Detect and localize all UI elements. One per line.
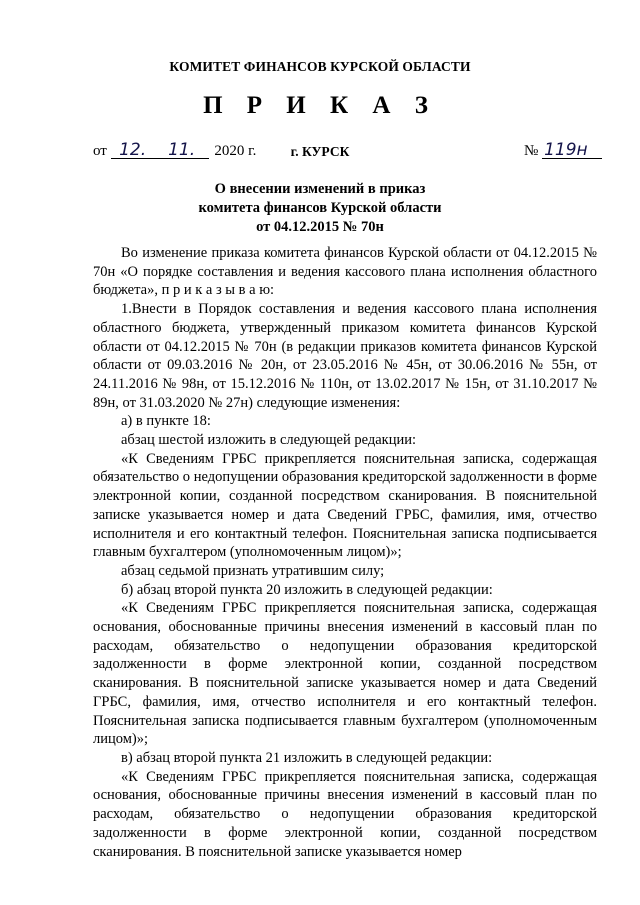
paragraph-abzac-6: абзац шестой изложить в следующей редакции:: [121, 432, 416, 449]
date-day-handwritten: 12.: [111, 142, 155, 159]
date-year: 2020 г.: [214, 143, 257, 159]
document-body: [93, 244, 597, 861]
paragraph-quote-3: «К Сведениям ГРБС прикрепляется пояснительная записка, содержащая основания, обоснованные причины внесения изменений в кассовый план по расходам, обязательство о недопущении образования кредиторской задолженности в форме электронной копии, созданной посредством сканирования. В пояснительной записке указывается номер: [93, 768, 597, 860]
paragraph-quote-1: «К Сведениям ГРБС прикрепляется пояснительная записка, содержащая обязательство о недопущении образования кредиторской задолженности в форме электронной копии, созданной посредством сканирования. В пояснительной записке указывается номер и дата Сведений ГРБС, фамилия, имя, отчество исполнителя и его контактный телефон. Пояснительная записка подписывается главным бухгалтером (уполномоченным лицом)»;: [93, 450, 597, 561]
number-label: №: [524, 143, 539, 159]
subject-block: [0, 180, 640, 237]
organization-title: КОМИТЕТ ФИНАНСОВ КУРСКОЙ ОБЛАСТИ: [169, 59, 471, 74]
document-type-title: П Р И К А З: [203, 92, 437, 119]
paragraph-subitem-b: б) абзац второй пункта 20 изложить в следующей редакции:: [121, 581, 493, 598]
paragraph-preamble: Во изменение приказа комитета финансов Курской области от 04.12.2015 № 70н «О порядке составления и ведения кассового плана исполнения областного бюджета», п р и к а з ы в а ю:: [93, 245, 597, 299]
paragraph-quote-2: «К Сведениям ГРБС прикрепляется пояснительная записка, содержащая основания, обоснованные причины внесения изменений в кассовый план по расходам, обязательство о недопущении образования кредиторской задолженности в форме электронной копии, созданной посредством сканирования. В пояснительной записке указывается номер и дата Сведений ГРБС, фамилия, имя, отчество исполнителя и его контактный телефон. Пояснительная записка подписывается главным бухгалтером (уполномоченным лицом)»;: [93, 600, 597, 748]
subject-line-3: от 04.12.2015 № 70н: [256, 219, 384, 235]
date-prefix: от: [93, 143, 107, 159]
number-line: [524, 142, 602, 160]
paragraph-item-1: 1.Внести в Порядок составления и ведения кассового плана исполнения областного бюджета, утвержденный приказом комитета финансов Курской области от 04.12.2015 № 70н (в редакции приказов комитета финансов Курской области от 09.03.2016 № 20н, от 23.05.2016 № 45н, от 30.06.2016 № 55н, от 24.11.2016 № 98н, от 15.12.2016 № 110н, от 13.02.2017 № 15н, от 31.10.2017 № 89н, от 31.03.2020 № 27н) следующие изменения:: [93, 301, 597, 411]
city-label: г. КУРСК: [290, 144, 350, 159]
subject-line-1: О внесении изменений в приказ: [214, 181, 426, 197]
number-handwritten: 119н: [542, 142, 602, 159]
paragraph-subitem-a: а) в пункте 18:: [121, 413, 211, 430]
date-month-handwritten: 11.: [155, 142, 209, 159]
paragraph-abzac-7: абзац седьмой признать утратившим силу;: [121, 562, 385, 579]
paragraph-subitem-v: в) абзац второй пункта 21 изложить в следующей редакции:: [121, 749, 493, 766]
subject-line-2: комитета финансов Курской области: [198, 200, 442, 216]
